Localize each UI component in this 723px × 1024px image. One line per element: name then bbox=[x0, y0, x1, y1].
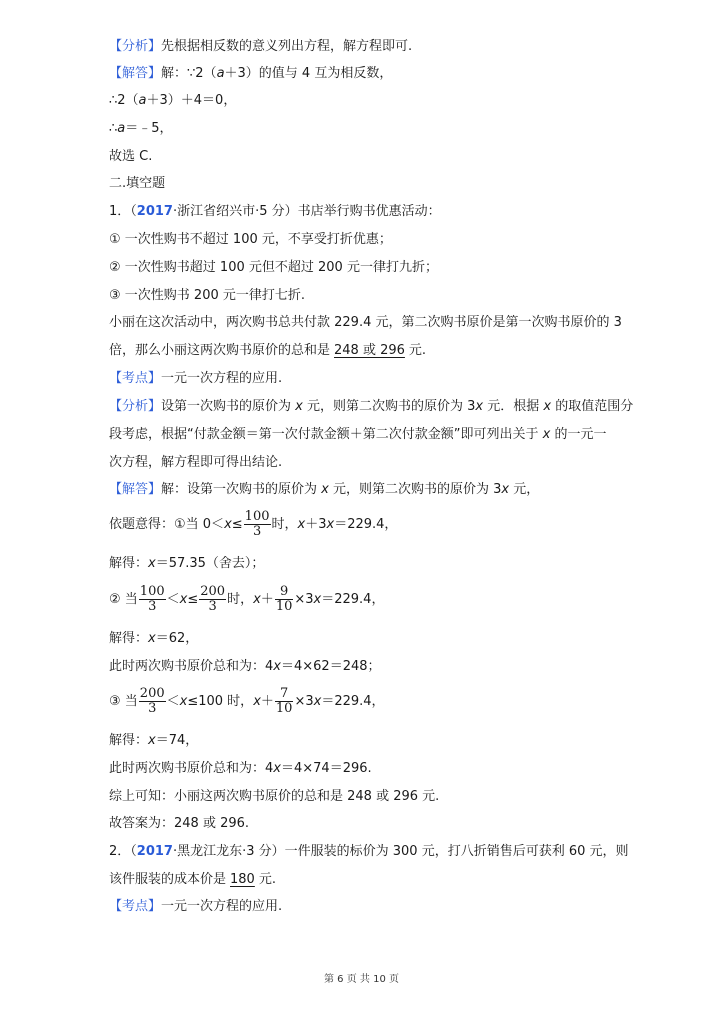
conclusion-line: 综上可知：小丽这两次购书原价的总和是 248 或 296 元. bbox=[109, 789, 440, 804]
fraction: $\frac{200}{3}$ bbox=[139, 686, 165, 716]
result-line: 解得：x＝74， bbox=[109, 733, 199, 748]
total-line: 此时两次购书原价总和为：4x＝4×62＝248； bbox=[109, 659, 381, 674]
analysis-line: 【分析】先根据相反数的意义列出方程，解方程即可. bbox=[109, 39, 413, 54]
year-badge: 2017 bbox=[136, 844, 173, 859]
section-heading: 二.填空题 bbox=[109, 176, 166, 191]
question-text: 该件服装的成本价是 180 元. bbox=[109, 872, 276, 887]
fraction: $\frac{7}{10}$ bbox=[275, 686, 293, 716]
case-3-line: ③ 当 $\frac{200}{3}$ ＜x≤100 时，x＋ $\frac{7}{10}$ ×3x＝229.4， bbox=[109, 686, 385, 716]
analysis-line: 段考虑，根据“付款金额＝第一次付款金额＋第二次付款金额”即可列出关于 x 的一元一 bbox=[109, 427, 607, 442]
rule-line: ③ 一次性购书 200 元一律打七折. bbox=[109, 288, 305, 303]
question-text: 倍，那么小丽这两次购书原价的总和是 248 或 296 元. bbox=[109, 343, 427, 358]
case-2-line: ② 当 $\frac{100}{3}$ ＜x≤ $\frac{200}{3}$ 时，x＋ $\frac{9}{10}$ ×3x＝229.4， bbox=[109, 584, 385, 614]
solution-line: 【解答】解：设第一次购书的原价为 x 元，则第二次购书的原价为 3x 元， bbox=[109, 482, 540, 497]
question-text: 小丽在这次活动中，两次购书总共付款 229.4 元，第二次购书原价是第一次购书原价的 3 bbox=[109, 315, 622, 330]
rule-line: ① 一次性购书不超过 100 元，不享受打折优惠； bbox=[109, 232, 392, 247]
topic-line: 【考点】一元一次方程的应用. bbox=[109, 899, 283, 914]
total-line: 此时两次购书原价总和为：4x＝4×74＝296. bbox=[109, 761, 372, 776]
label-topic: 【考点】 bbox=[109, 371, 162, 386]
label-topic: 【考点】 bbox=[109, 899, 162, 914]
question-1-header: 1．（2017·浙江省绍兴市·5 分）书店举行购书优惠活动： bbox=[109, 204, 441, 219]
analysis-line: 次方程，解方程即可得出结论. bbox=[109, 455, 283, 470]
fraction: $\frac{100}{3}$ bbox=[139, 584, 165, 614]
fraction: $\frac{100}{3}$ bbox=[244, 509, 270, 539]
rule-line: ② 一次性购书超过 100 元但不超过 200 元一律打九折； bbox=[109, 260, 438, 275]
equation-line: ∴2（a＋3）＋4＝0， bbox=[109, 93, 237, 108]
choice-line: 故选 C. bbox=[109, 149, 153, 164]
label-analysis: 【分析】 bbox=[109, 39, 162, 54]
case-1-line: 依题意得：①当 0＜x≤ $\frac{100}{3}$ 时，x＋3x＝229.4， bbox=[109, 509, 398, 539]
answer-blank: 248 或 296 bbox=[334, 343, 405, 358]
answer-blank: 180 bbox=[230, 872, 255, 887]
label-solution: 【解答】 bbox=[109, 66, 162, 81]
answer-line: 故答案为：248 或 296. bbox=[109, 816, 250, 831]
fraction: $\frac{9}{10}$ bbox=[275, 584, 293, 614]
question-2-header: 2．（2017·黑龙江龙东·3 分）一件服装的标价为 300 元，打八折销售后可获利 60 元，则 bbox=[109, 844, 629, 859]
label-solution: 【解答】 bbox=[109, 482, 162, 497]
result-line: 解得：x＝57.35（舍去）； bbox=[109, 556, 265, 571]
year-badge: 2017 bbox=[136, 204, 173, 219]
label-analysis: 【分析】 bbox=[109, 399, 162, 414]
fraction: $\frac{200}{3}$ bbox=[200, 584, 226, 614]
page-footer: 第 6 页 共 10 页 bbox=[324, 974, 399, 985]
analysis-line: 【分析】设第一次购书的原价为 x 元，则第二次购书的原价为 3x 元．根据 x 的取值范围分 bbox=[109, 399, 634, 414]
result-line: 解得：x＝62， bbox=[109, 631, 199, 646]
solution-line: 【解答】解：∵2（a＋3）的值与 4 互为相反数， bbox=[109, 66, 393, 81]
topic-line: 【考点】一元一次方程的应用. bbox=[109, 371, 283, 386]
equation-line: ∴a＝﹣5， bbox=[109, 121, 173, 136]
